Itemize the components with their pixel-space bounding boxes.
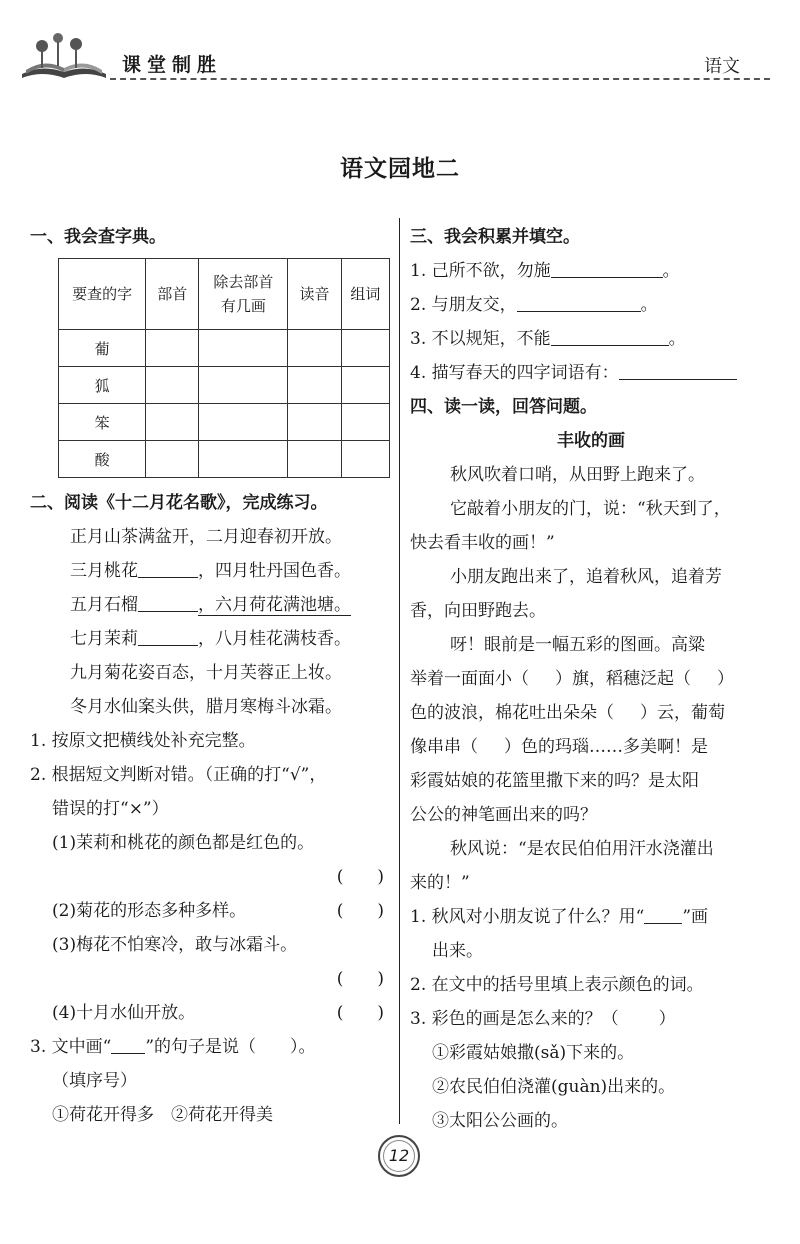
question-text: 1. 秋风对小朋友说了什么？用“ <box>410 907 645 927</box>
answer-cell[interactable] <box>146 404 199 441</box>
table-char-cell: 笨 <box>59 404 146 441</box>
story-line <box>410 730 772 764</box>
story-question-1 <box>410 900 772 934</box>
table-header-cell <box>199 259 288 330</box>
right-column <box>410 220 772 1138</box>
page-title: 语文园地二 <box>340 155 460 182</box>
story-line: 快去看丰收的画！” <box>410 533 555 553</box>
option-item: ②农民伯伯浇灌(guàn)出来的。 <box>432 1077 676 1097</box>
question-text: ）。 <box>290 1037 316 1057</box>
fill-blank[interactable] <box>551 257 663 278</box>
left-column <box>30 220 390 1132</box>
table-char-cell: 狐 <box>59 367 146 404</box>
story-line: 香，向田野跑去。 <box>410 601 546 621</box>
story-text: ） <box>717 669 734 689</box>
judgement-item <box>30 996 390 1030</box>
book-logo-icon <box>18 28 110 80</box>
option-item: ③太阳公公画的。 <box>432 1111 568 1131</box>
story-text: 色的波浪，棉花吐出朵朵（ <box>410 703 614 723</box>
question-3-note: （填序号） <box>52 1071 137 1091</box>
brand-title: 课堂制胜 <box>122 54 223 76</box>
table-row <box>59 441 390 478</box>
table-header-cell: 要查的字 <box>59 259 146 330</box>
answer-paren[interactable]: ( ) <box>336 969 384 989</box>
answer-cell[interactable] <box>199 367 288 404</box>
fill-item-text: 3. 不以规矩，不能 <box>410 329 551 349</box>
fill-item <box>410 288 772 322</box>
question-text: ”的句子是说（ <box>145 1037 257 1057</box>
answer-cell[interactable] <box>288 404 341 441</box>
underline-sample <box>644 909 682 924</box>
poem-text: 五月石榴 <box>70 595 138 615</box>
story-line: 公公的神笔画出来的吗？ <box>410 805 597 825</box>
judgement-item <box>30 894 390 928</box>
table-header-line: 有几画 <box>220 297 266 315</box>
answer-paren[interactable]: ( ) <box>336 867 384 887</box>
table-header-cell: 部首 <box>146 259 199 330</box>
poem-line <box>30 622 390 656</box>
fill-blank[interactable] <box>138 625 198 646</box>
table-char-cell: 葡 <box>59 330 146 367</box>
fill-item-text: 4. 描写春天的四字词语有： <box>410 363 619 383</box>
story-text: ）云，葡萄 <box>640 703 725 723</box>
poem-line <box>30 554 390 588</box>
judgement-text: (4)十月水仙开放。 <box>52 1003 196 1023</box>
section4-heading: 四、读一读，回答问题。 <box>410 397 597 417</box>
story-question-1-cont: 出来。 <box>432 941 483 961</box>
answer-cell[interactable] <box>341 330 389 367</box>
story-title: 丰收的画 <box>557 431 625 451</box>
question-text: ） <box>658 1009 676 1029</box>
story-text: 举着一面面小（ <box>410 669 529 689</box>
story-question-2: 2. 在文中的括号里填上表示颜色的词。 <box>410 975 704 995</box>
answer-cell[interactable] <box>288 367 341 404</box>
fill-blank[interactable] <box>138 591 198 612</box>
poem-line: 九月菊花姿百态，十月芙蓉正上妆。 <box>70 663 342 683</box>
story-line <box>410 696 772 730</box>
fill-item-text: 2. 与朋友交， <box>410 295 517 315</box>
judgement-item: (1)茉莉和桃花的颜色都是红色的。 <box>52 833 315 853</box>
answer-cell[interactable] <box>341 367 389 404</box>
judgement-answer-row <box>30 860 390 894</box>
story-line: 呀！眼前是一幅五彩的图画。高粱 <box>450 635 705 655</box>
judgement-answer-row <box>30 962 390 996</box>
poem-line: 正月山茶满盆开，二月迎春初开放。 <box>70 527 342 547</box>
table-char-cell: 酸 <box>59 441 146 478</box>
question-text: 3. 文中画“ <box>30 1037 112 1057</box>
story-line: 秋风吹着口哨，从田野上跑来了。 <box>450 465 705 485</box>
underline-sample <box>111 1039 145 1054</box>
answer-cell[interactable] <box>199 441 288 478</box>
poem-text: 七月茉莉 <box>70 629 138 649</box>
fill-blank[interactable] <box>551 325 669 346</box>
table-header-row <box>59 259 390 330</box>
story-line: 来的！” <box>410 873 470 893</box>
fill-blank[interactable] <box>619 359 737 380</box>
answer-cell[interactable] <box>199 404 288 441</box>
story-text: ）旗，稻穗泛起（ <box>555 669 691 689</box>
section3-heading: 三、我会积累并填空。 <box>410 227 580 247</box>
story-text: ）色的玛瑙……多美啊！是 <box>504 737 708 757</box>
story-line: 彩霞姑娘的花篮里撒下来的吗？是太阳 <box>410 771 699 791</box>
answer-cell[interactable] <box>146 330 199 367</box>
table-header-cell: 组词 <box>341 259 389 330</box>
table-row <box>59 330 390 367</box>
question-2-cont: 错误的打“×”） <box>52 799 169 819</box>
table-row <box>59 404 390 441</box>
table-row <box>59 367 390 404</box>
poem-text: 三月桃花 <box>70 561 138 581</box>
poem-line: 冬月水仙案头供，腊月寒梅斗冰霜。 <box>70 697 342 717</box>
section1-heading: 一、我会查字典。 <box>30 227 166 247</box>
judgement-item: (3)梅花不怕寒冷，敢与冰霜斗。 <box>52 935 298 955</box>
fill-blank[interactable] <box>138 557 198 578</box>
column-divider <box>399 218 400 1124</box>
end-mark: 。 <box>668 329 686 349</box>
page-header <box>0 0 800 90</box>
question-3 <box>30 1030 390 1064</box>
table-header-cell: 读音 <box>288 259 341 330</box>
story-line <box>410 662 772 696</box>
question-text: ”画 <box>682 907 709 927</box>
story-line: 小朋友跑出来了，追着秋风，追着芳 <box>450 567 722 587</box>
table-header-line: 除去部首 <box>213 273 274 291</box>
answer-cell[interactable] <box>288 330 341 367</box>
option-item: ①彩霞姑娘撒(sǎ)下来的。 <box>432 1043 635 1063</box>
answer-cell[interactable] <box>146 367 199 404</box>
end-mark: 。 <box>640 295 658 315</box>
answer-cell[interactable] <box>199 330 288 367</box>
poem-text: ，八月桂花满枝香。 <box>198 629 351 649</box>
answer-cell[interactable] <box>341 441 389 478</box>
answer-cell[interactable] <box>341 404 389 441</box>
story-question-3 <box>410 1002 772 1036</box>
story-text: 像串串（ <box>410 737 478 757</box>
question-3-options: ①荷花开得多 ②荷花开得美 <box>52 1105 273 1125</box>
question-text: 3. 彩色的画是怎么来的？（ <box>410 1009 619 1029</box>
poem-text: ，六月荷花满池塘。 <box>198 595 351 615</box>
section2-heading: 二、阅读《十二月花名歌》，完成练习。 <box>30 493 328 513</box>
fill-item <box>410 356 772 390</box>
fill-item-text: 1. 己所不欲，勿施 <box>410 261 551 281</box>
fill-item <box>410 254 772 288</box>
question-2: 2. 根据短文判断对错。（正确的打“√”， <box>30 765 327 785</box>
end-mark: 。 <box>662 261 680 281</box>
fill-item <box>410 322 772 356</box>
fill-blank[interactable] <box>517 291 641 312</box>
poem-line <box>30 588 390 622</box>
answer-paren[interactable]: ( ) <box>336 1003 384 1023</box>
subject-label: 语文 <box>704 56 740 77</box>
question-1: 1. 按原文把横线处补充完整。 <box>30 731 256 751</box>
poem-text: ，四月牡丹国色香。 <box>198 561 351 581</box>
story-line: 它敲着小朋友的门，说：“秋天到了， <box>450 499 731 519</box>
answer-paren[interactable]: ( ) <box>336 901 384 921</box>
story-line: 秋风说：“是农民伯伯用汗水浇灌出 <box>450 839 714 859</box>
judgement-text: (2)菊花的形态多种多样。 <box>52 901 247 921</box>
answer-cell[interactable] <box>288 441 341 478</box>
dictionary-table <box>58 258 390 478</box>
answer-cell[interactable] <box>146 441 199 478</box>
page-number: 12 <box>378 1135 420 1177</box>
header-rule <box>110 78 770 80</box>
